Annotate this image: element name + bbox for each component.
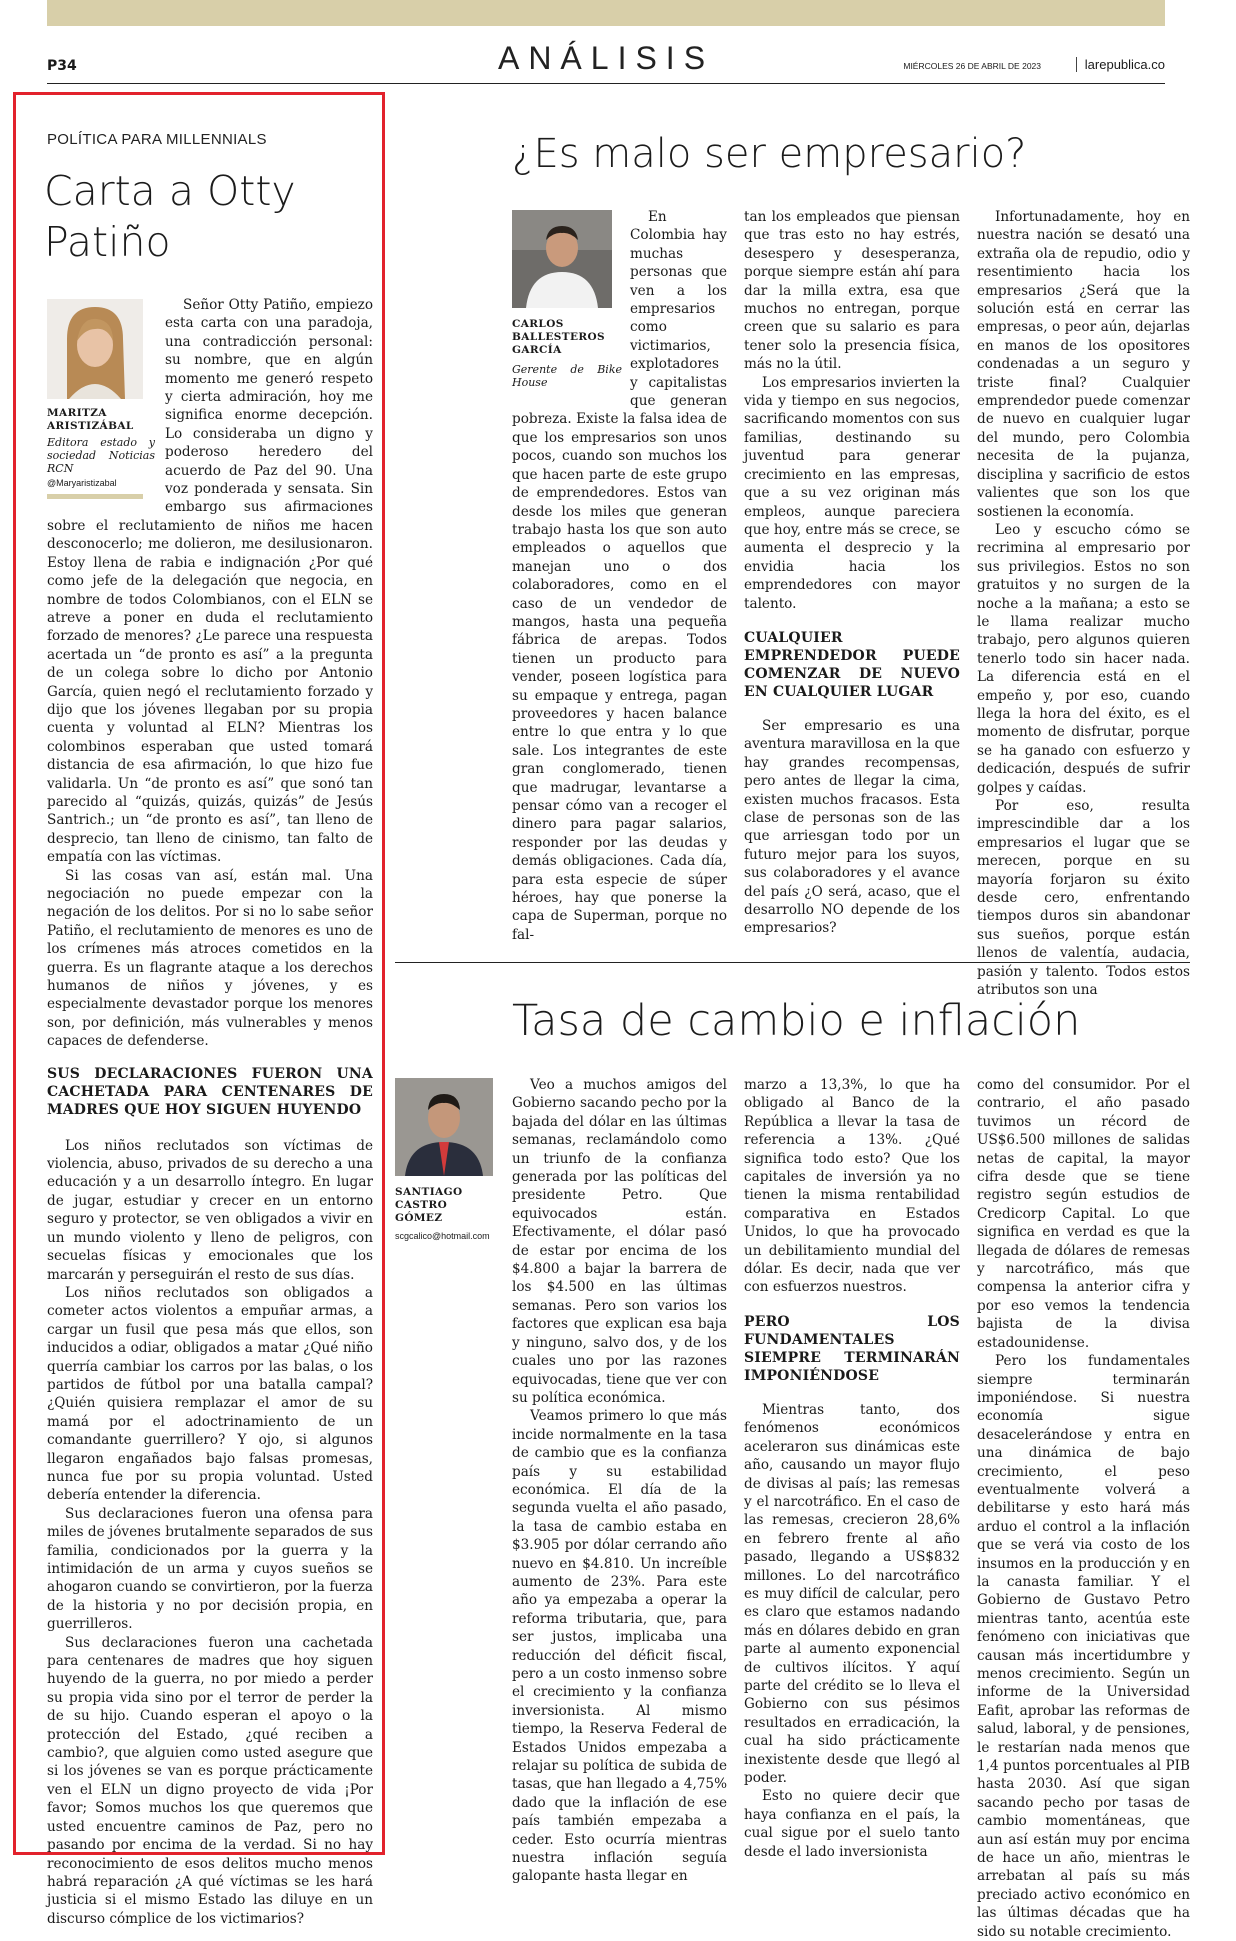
author-photo-santiago — [395, 1078, 493, 1176]
tasa-col-1 — [512, 1076, 727, 1886]
page-header — [47, 38, 1165, 84]
tasa-col-3 — [977, 1076, 1190, 1941]
paragraph: Los niños reclutados son obligados a cometer actos violentos a empuñar armas, a cargar un fusil que pesa más que ellos, son inducidos a odiar, obligados a matar ¿Qué niño querría cambiar los carros por las balas, o los partidos de fútbol por una batalla campal? ¿Quién quisiera remplazar el amor de su mamá por el adoctrinamiento de un comandante guerrillero? Y ojo, si algunos llegaron engañados bajo falsas promesas, nunca fue por su propia voluntad. Usted debería entender la diferencia. — [47, 1284, 373, 1504]
paragraph: tan los empleados que piensan que tras esto no hay estrés, desespero y desesperanza, porque siempre están ahí para dar la milla extra, esa que muchos no entregan, porque creen que su salario es para tener solo la presencia física, más no la útil. — [744, 209, 960, 373]
author-handle[interactable]: @Maryaristizabal — [47, 478, 117, 488]
paragraph: Pero los fundamentales siempre terminarán imponiéndose. Si nuestra economía sigue desacelerándose y entra en una dinámica de bajo crecimiento, el peso eventualmente volverá a debilitarse y esto hará más arduo el control a la inflación que se verá via costo de los insumos en la producción y en la canasta familiar. Y el Gobierno de Gustavo Petro mientras tanto, acentúa este fenómeno con iniciativas que causan más incertidumbre y menos crecimiento. Según un informe de la Universidad Eafit, aprobar las reformas de salud, laboral, y de pensiones, le restarían nada menos que 1,4 puntos porcentuales al PIB hasta 2030. Así que sigan sacando pecho por tasas de cambio momentáneas, que aun así están muy por encima de hace un año, mientras le arrebatan al país su más preciado activo económico en las últimas décadas que ha sido su notable crecimiento. — [977, 1353, 1190, 1940]
article-divider — [395, 962, 1190, 963]
carta-body — [47, 296, 373, 1928]
paragraph: Veamos primero lo que más incide normalmente en la tasa de cambio que es la confianza país y su estabilidad económica. El día de la segunda vuelta el año pasado, la tasa de cambio estaba en $3.905 por dólar cerrando año nuevo en $4.810. Un increíble aumento de 23%. Para este año ya empezaba a operar la reforma tributaria, que, para ser justos, implicaba una reducción del déficit fiscal, pero a un costo inmenso sobre el crecimiento y la confianza inversionista. Al mismo tiempo, la Reserva Federal de Estados Unidos empezaba a relajar su política de subida de tasas, que han llegado a 4,75% dado que la inflación de ese país también empezaba a ceder. Esto ocurría mientras nuestra inflación seguía galopante hasta llegar en — [512, 1408, 727, 1885]
subheading: CUALQUIER EMPRENDEDOR PUEDE COMENZAR DE NUEVO EN CUALQUIER LUGAR — [744, 629, 960, 700]
author-name: SANTIAGO CASTRO GÓMEZ — [395, 1186, 463, 1224]
author-email[interactable]: scgcalico@hotmail.com — [395, 1231, 490, 1241]
paragraph: Señor Otty Patiño, empiezo esta carta con una paradoja, una contradicción personal: su nombre, que en algún momento me generó respeto y cierta admiración, hoy me significa enorme decepción. Lo consideraba un digno y poderoso heredero del acuerdo de Paz del 90. Una voz ponderada y sensata. Sin embargo sus afirmaciones sobre el reclutamiento de niños me hacen desconocerlo; me dolieron, me desilusionaron. Estoy llena de rabia e indignación ¿Por qué como jefe de la delegación que negocia, en nombre de todos Colombianos, con el ELN se atreve a poner en duda el reclutamiento forzado de menores? ¿Le parece una respuesta acertada un “de pronto es así” a la pregunta de un colega sobre lo dicho por Antonio García, quien negó el reclutamiento forzado y dijo que los jóvenes llegaban por su propia cuenta y voluntad al ELN? Mientras los colombinos esperaban que usted tomará distancia de esa afirmación, lo que hizo fue validarla. Un “de pronto es así” que sonó tan parecido al “quizás, quizás, quizás” de Jesús Santrich.; un “de pronto es así”, tan lleno de desprecio, tan lleno de cinismo, tan falto de empatía con las víctimas. — [47, 297, 373, 866]
paragraph: Los niños reclutados son víctimas de violencia, abuso, privados de su derecho a una educación y a un desarrollo íntegro. En lugar de jugar, estudiar y crecer en un entorno seguro y protector, se ven obligados a vivir en un mundo violento y lleno de peligros, con secuelas físicas y emocionales que los marcarán y perseguirán el resto de sus días. — [47, 1137, 373, 1283]
empresario-col-1 — [512, 208, 727, 944]
paragraph: Esto no quiere decir que haya confianza en el país, la cual sigue por el suelo tanto desde el lado inversionista — [744, 1788, 960, 1860]
empresario-col-2 — [744, 208, 960, 938]
tasa-col-2 — [744, 1076, 960, 1861]
author-role: Editora estado y sociedad Noticias RCN — [47, 436, 155, 475]
paragraph: como del consumidor. Por el contrario, el año pasado tuvimos un récord de US$6.500 millones de salidas netas de capital, la mayor cifra desde que se tiene registro según estudios de Credicorp Capital. Lo que significa en verdad es que la llegada de dólares de remesas y narcotráfico, más que compensa la anterior cifra y por eso vemos la tendencia bajista de la divisa estadounidense. — [977, 1077, 1190, 1351]
author-photo-carlos — [512, 210, 612, 308]
site-link[interactable]: larepublica.co — [1076, 57, 1165, 72]
article-title-empresario: ¿Es malo ser empresario? — [512, 131, 1027, 177]
paragraph: Infortunadamente, hoy en nuestra nación se desató una extraña ola de repudio, odio y resentimiento hacia los empresarios ¿Será que la solución está en cerrar las empresas, o peor aún, dejarlas en manos de los opositores condenadas a un seguro y triste final? Cualquier emprendedor puede comenzar de nuevo en cualquier lugar del mundo, pero Colombia necesita de la pujanza, disciplina y sacrificio de estos valientes que son los que sostienen la economía. — [977, 209, 1190, 520]
top-color-bar — [47, 0, 1165, 26]
article-title-carta: Carta a Otty Patiño — [44, 167, 296, 266]
paragraph: Sus declaraciones fueron una ofensa para miles de jóvenes brutalmente separados de sus familia, condicionados por la guerra y la intimidación de un arma y cuyos sueños se ahogaron cuando se convirtieron, por la fuerza de la historia y no por decisión propia, en guerrilleros. — [47, 1505, 373, 1633]
subheading: SUS DECLARACIONES FUERON UNA CACHETADA PARA CENTENARES DE MADRES QUE HOY SIGUEN HUYENDO — [47, 1065, 373, 1118]
author-photo-maritza — [47, 299, 143, 399]
section-title: ANÁLISIS — [497, 40, 715, 76]
paragraph: Los empresarios invierten la vida y tiempo en sus negocios, sacrificando momentos con sus familias, destinando su juventud para generar crecimiento en las empresas, que a su vez originan más empleos, aunque pareciera que hoy, entre más se crece, se aumenta el desprecio y la envidia hacia los emprendedores con mayor talento. — [744, 374, 960, 612]
column-kicker: POLÍTICA PARA MILLENNIALS — [47, 131, 267, 148]
paragraph: Por eso, resulta imprescindible dar a los empresarios el lugar que se merecen, porque en su mayoría forjaron su éxito desde cero, enfrentando tiempos duros sin abandonar sus sueños, porque están llenos de valentía, audacia, pasión y talento. Todos estos atributos son una — [977, 798, 1190, 999]
paragraph: Ser empresario es una aventura maravillosa en la que hay grandes recompensas, pero antes de llegar la cima, existen muchos fracasos. Esta clase de personas son de las que arriesgan todo por un futuro mejor para los suyos, sus colaboradores y el avance del país ¿O será, acaso, que el desarrollo NO depende de los empresarios? — [744, 717, 960, 937]
byline-rule — [47, 494, 143, 499]
author-box-santiago — [395, 1078, 495, 1243]
paragraph: Mientras tanto, dos fenómenos económicos aceleraron sus dinámicas este año, causando un mayor flujo de divisas al país; las remesas y el narcotráfico. En el caso de las remesas, crecieron 28,6% en febrero frente al año pasado, llegando a US$832 millones. Lo del narcotráfico es muy difícil de calcular, pero es claro que estamos nadando más en dólares debido en gran parte al aumento exponencial de cultivos ilícitos. Y aquí parte del crédito se lo lleva el Gobierno con sus pésimos resultados en erradicación, la cual ha sido prácticamente inexistente desde que llegó al poder. — [744, 1401, 960, 1786]
paragraph: Leo y escucho cómo se recrimina al empresario por sus privilegios. Estos no son gratuitos y no surgen de la noche a la mañana; a esto se le llama realizar mucho trabajo, pero algunos quieren tenerlo todo sin hacer nada. La diferencia está en el empeño y, por eso, cuando llega la hora del éxito, es el momento de disfrutar, porque se ha ganado con esfuerzo y dedicación, después de sufrir golpes y caídas. — [977, 521, 1190, 796]
author-box-carlos — [512, 210, 622, 400]
subheading: PERO LOS FUNDAMENTALES SIEMPRE TERMINARÁN IMPONIÉNDOSE — [744, 1313, 960, 1384]
author-name: MARITZA ARISTIZÁBAL — [47, 407, 134, 432]
paragraph: En Colombia hay muchas personas que ven a los empresarios como victimarios, explotadores y capitalistas que generan pobreza. Existe la falsa idea de que los empresarios son unos pocos, cuando son muchos los que hacen parte de este grupo de emprendedores. Estos van desde los miles que generan trabajo hasta los que son auto empleados o aquellos que manejan uno o dos colaboradores, como en el caso de un vendedor de mangos, hasta una pequeña fábrica de arepas. Todos tienen un producto para vender, poseen logística para su empaque y entrega, pagan proveedores y hacen balance entre lo que entra y lo que sale. Los integrantes de este gran conglomerado, tienen que madrugar, levantarse a pensar cómo van a recoger el dinero para pagar salarios, responder por las deudas y demás obligaciones. Cada día, para esta especie de súper héroes, hay que ponerse la capa de Superman, porque no fal- — [512, 209, 727, 943]
page-number: P34 — [47, 58, 77, 74]
author-role: Gerente de Bike House — [512, 363, 622, 389]
header-date: MIÉRCOLES 26 DE ABRIL DE 2023 — [903, 61, 1041, 71]
article-title-tasa: Tasa de cambio e inflación — [512, 996, 1081, 1046]
paragraph: marzo a 13,3%, lo que ha obligado al Banco de la República a llevar la tasa de referencia a 13%. ¿Qué significa todo esto? Que los capitales de inversión ya no tienen la misma rentabilidad comparativa en Estados Unidos, lo que ha provocado un debilitamiento mundial del dólar. Es decir, nada que ver con esfuerzos nuestros. — [744, 1077, 960, 1296]
paragraph: Sus declaraciones fueron una cachetada para centenares de madres que hoy siguen huyendo de la guerra, no por miedo a perder su propia vida sino por el terror de perder la de su hijo. Cuando esperan el apoyo o la protección del Estado, ¿qué reciben a cambio?, que alguien como usted asegure que si los jóvenes se van es porque prácticamente ven el ELN un digno proyecto de vida ¡Por favor; Somos muchos los que queremos que usted encuentre caminos de Paz, pero no pasando por encima de la verdad. Si no hay reconocimiento de esos delitos mucho menos habrá reparación ¿A qué víctimas se les hará justicia si el mismo Estado las diluye en un discurso cómplice de los victimarios? — [47, 1634, 373, 1927]
empresario-col-3 — [977, 208, 1190, 999]
paragraph: Veo a muchos amigos del Gobierno sacando pecho por la bajada del dólar en las últimas semanas, reclamándolo como un triunfo de la confianza generada por las políticas del presidente Petro. Que equivocados están. Efectivamente, el dólar pasó de estar por encima de los $4.800 a bajar la barrera de los $4.500 en las últimas semanas. Pero son varios los factores que explican esa baja y ninguno, salvo dos, y de los cuales uno por las razones equivocadas, tiene que ver con su política económica. — [512, 1077, 727, 1406]
author-name: CARLOS BALLESTEROS GARCÍA — [512, 318, 606, 356]
author-box-maritza — [47, 299, 155, 504]
paragraph: Si las cosas van así, están mal. Una negociación no puede empezar con la negación de los delitos. Por si no lo sabe señor Patiño, el reclutamiento de menores es uno de los crímenes más atroces cometidos en la guerra. Es un flagrante ataque a los derechos humanos de niños y jóvenes, y es especialmente devastador porque los menores son, por definición, más vulnerables y menos capaces de defenderse. — [47, 867, 373, 1050]
